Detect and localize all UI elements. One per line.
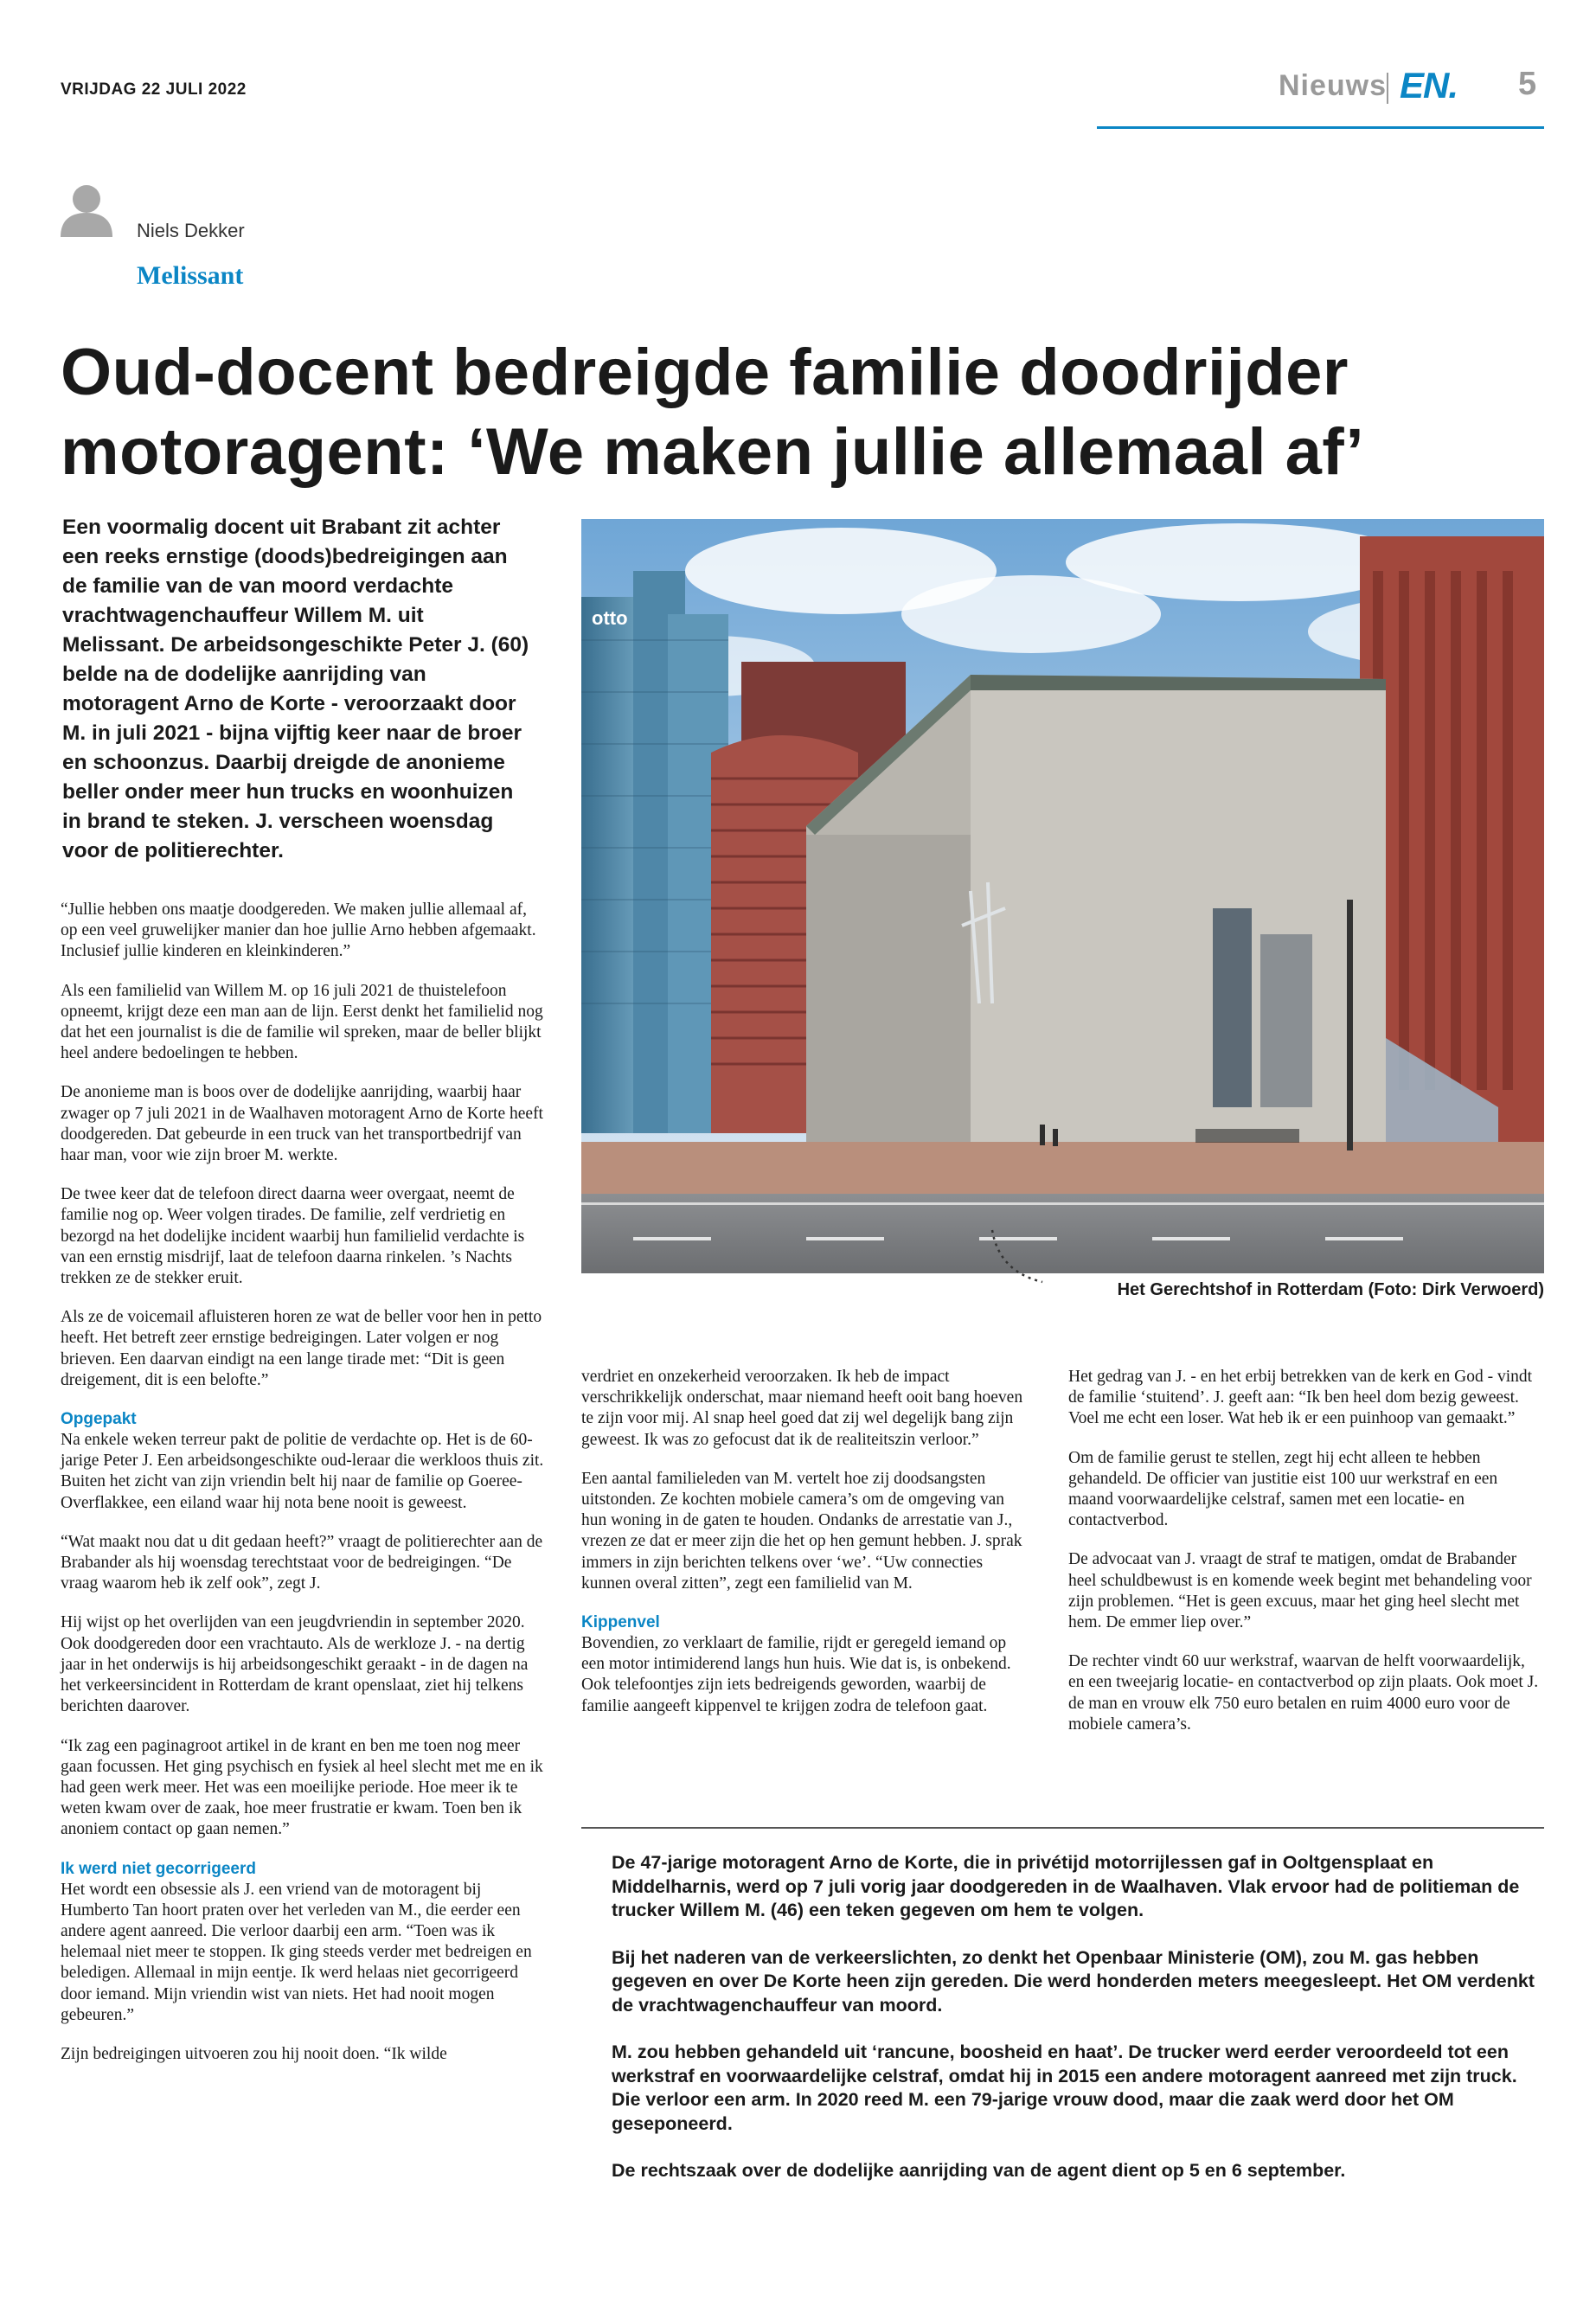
article-photo [581, 519, 1544, 1273]
page-number: 5 [1518, 66, 1537, 102]
article-column-3 [1068, 1367, 1544, 1753]
paragraph: De anonieme man is boos over de dodelijke aanrijding, waarbij haar zwager op 7 juli 2021 in de Waalhaven motoragent Arno de Korte heeft doodgereden. Dat gebeurde in een truck van het transportbedrijf van haar man, voor wie zijn broer M. werkte. [61, 1083, 543, 1165]
subheading: Kippenvel [581, 1613, 660, 1632]
paragraph: Het wordt een obsessie als J. een vriend van de motoragent bij Humberto Tan hoort praten over het verleden van M., die eerder een andere agent aanreed. Die verloor daarbij een arm. “Toen was ik helemaal niet meer te stoppen. Ik ging steeds verder met bedreigen en beledigen. Allemaal in mijn eentje. Ik werd helaas niet gecorrigeerd door iemand. Mijn vriendin wist van niets. Het had nooit mogen gebeuren.” [61, 1880, 532, 2024]
article-column-2 [581, 1367, 1031, 1735]
paragraph: Om de familie gerust te stellen, zegt hij echt alleen te hebben gehandeld. De officier van justitie eist 100 uur werkstraf en een maand voorwaardelijke celstraf, samen met een locatie- en contactverbod. [1068, 1448, 1498, 1530]
box-paragraph: De 47-jarige motoragent Arno de Korte, die in privétijd motorrijlessen gaf in Ooltgensplaat en Middelharnis, werd op 7 juli vorig jaar doodgereden in de Waalhaven. Vlak ervoor had de politieman de trucker Willem M. (46) een teken gegeven om hem te volgen. [612, 1852, 1520, 1920]
paragraph: “Jullie hebben ons maatje doodgereden. We maken jullie allemaal af, op een veel gruwelijker manier dan hoe jullie Arno hebben afgemaakt. Inclusief jullie kinderen en kleinkinderen.” [61, 901, 536, 961]
box-paragraph: M. zou hebben gehandeld uit ‘rancune, boosheid en haat’. De trucker werd eerder veroordeeld tot een werkstraf en voorwaardelijke celstraf, omdat hij in 2015 een andere motoragent aanreed met zijn truck. Die verloor een arm. In 2020 reed M. een 79-jarige vrouw dood, maar die zaak werd door het OM geseponeerd. [612, 2041, 1517, 2134]
header-separator [1387, 73, 1388, 104]
paragraph: “Ik zag een paginagroot artikel in de krant en ben me toen nog meer gaan focussen. Het ging psychisch en fysiek al heel slecht met me en ik had geen werk meer. Het was een moeilijke periode. Hoe meer ik te weten kwam over de zaak, hoe meer frustratie er kwam. Toen ben ik anoniem contact op gaan nemen.” [61, 1736, 543, 1839]
paragraph: Het gedrag van J. - en het erbij betrekken van de kerk en God - vindt de familie ‘stuitend’. J. geeft aan: “Ik ben heel dom bezig geweest. Voel me echt een loser. Wat heb ik er een puinhoop van gemaakt.” [1068, 1368, 1533, 1428]
box-paragraph: Bij het naderen van de verkeerslichten, zo denkt het Openbaar Ministerie (OM), zou M. gas hebben gegeven en over De Korte heen zijn gereden. Die werd honderden meters meegesleept. Het OM verdenkt de vrachtwagenchauffeur van moord. [612, 1946, 1535, 2016]
paragraph: verdriet en onzekerheid veroorzaken. Ik heb de impact verschrikkelijk onderschat, maar niemand heeft ooit bang hoeven te zijn voor mij. Al snap heel goed dat zij wel degelijk bang zijn geweest. Ik was zo gefocust dat ik de realiteitszin verloor.” [581, 1368, 1023, 1449]
paragraph: Na enkele weken terreur pakt de politie de verdachte op. Het is de 60-jarige Peter J. Een arbeidsongeschikte oud-leraar die werkloos thuis zit. Buiten het zicht van zijn vriendin belt hij naar de familie op Goeree-Overflakkee, een eiland waar hij nota bene nooit is geweest. [61, 1431, 544, 1512]
section-label: Nieuws [1279, 69, 1388, 102]
paragraph: Hij wijst op het overlijden van een jeugdvriendin in september 2020. Ook doodgereden door een vrachtauto. Als de werkloze J. - na dertig jaar in het onderwijs is hij arbeidsongeschikt geraakt - in de dagen na het verkeersincident in Rotterdam de krant openslaat, ziet hij telkens berichten daarover. [61, 1613, 529, 1716]
subheading: Opgepakt [61, 1410, 137, 1429]
location-kicker: Melissant [137, 261, 244, 290]
box-top-rule [581, 1827, 1544, 1829]
box-paragraph: De rechtszaak over de dodelijke aanrijding van de agent dient op 5 en 6 september. [612, 2160, 1346, 2181]
background-box [612, 1851, 1537, 2207]
newspaper-logo: EN. [1400, 65, 1458, 106]
caption-pointer-icon [990, 1228, 1051, 1289]
author-avatar-icon [61, 183, 112, 237]
paragraph: Bovendien, zo verklaart de familie, rijdt er geregeld iemand op een motor intimiderend langs hun huis. Wie dat is, is onbekend. Ook telefoontjes zijn iets bedreigends geworden, waarbij de familie aangeeft kippenvel te krijgen zodra de telefoon gaat. [581, 1634, 1011, 1715]
paragraph: De advocaat van J. vraagt de straf te matigen, omdat de Brabander heel schuldbewust is en komende week begint met behandeling voor zijn problemen. “Het is geen excuus, maar het ging heel slecht met hem. De emmer liep over.” [1068, 1550, 1532, 1632]
paragraph: De twee keer dat de telefoon direct daarna weer overgaat, neemt de familie nog op. Weer volgen tirades. De familie, zelf verdrietig en bezorgd na het dodelijke incident waarbij hun familielid verdachte is van een ernstig misdrijf, laat de telefoon daarna rinkelen. ’s Nachts trekken ze de stekker eruit. [61, 1185, 525, 1288]
paragraph: Een aantal familieleden van M. vertelt hoe zij doodsangsten uitstonden. Ze kochten mobiele camera’s om de omgeving van hun woning in de gaten te houden. Ondanks de arrestatie van J., vrezen ze dat er meer zijn die het op hen gemunt hebben. J. sprak immers in zijn berichten telkens over ‘we’. “Uw connecties kunnen overal zitten”, zegt een familielid van M. [581, 1469, 1022, 1593]
photo-caption: Het Gerechtshof in Rotterdam (Foto: Dirk Verwoerd) [1117, 1280, 1544, 1299]
paragraph: Als een familielid van Willem M. op 16 juli 2021 de thuistelefoon opneemt, krijgt deze een man aan de lijn. Eerst denkt het familielid nog dat het een journalist is die de familie wil spreken, maar de beller blijkt heel andere bedoelingen te hebben. [61, 981, 543, 1063]
paragraph: Als ze de voicemail afluisteren horen ze wat de beller voor hen in petto heeft. Het betreft zeer ernstige bedreigingen. Later volgen er nog brieven. Een daarvan eindigt na een lange tirade met: “Dit is geen dreigement, dit is een belofte.” [61, 1308, 542, 1389]
paragraph: “Wat maakt nou dat u dit gedaan heeft?” vraagt de politierechter aan de Brabander als hij woensdag terechtstaat voor de bedreigingen. “De vraag waarom heb ik zelf ook”, zegt J. [61, 1532, 543, 1593]
courthouse-photo-illustration [581, 519, 1544, 1273]
issue-date: VRIJDAG 22 JULI 2022 [61, 80, 247, 99]
subheading: Ik werd niet gecorrigeerd [61, 1859, 256, 1878]
paragraph: Zijn bedreigingen uitvoeren zou hij nooit doen. “Ik wilde [61, 2044, 447, 2063]
article-column-1 [61, 900, 545, 2083]
headline-line-2: motoragent: ‘We maken jullie allemaal af’ [61, 415, 1365, 489]
header-rule [1097, 126, 1544, 129]
headline-line-1: Oud-docent bedreigde familie doodrijder [61, 336, 1349, 409]
headline [61, 333, 1548, 492]
author-name: Niels Dekker [137, 220, 245, 241]
article-intro: Een voormalig docent uit Brabant zit achter een reeks ernstige (doods)bedreigingen aan de familie van de van moord verdachte vrachtwagenchauffeur Willem M. uit Melissant. De arbeidsongeschikte Peter J. (60) belde na de dodelijke aanrijding van motoragent Arno de Korte - veroorzaakt door M. in juli 2021 - bijna vijftig keer naar de broer en schoonzus. Daarbij dreigde de anonieme beller onder meer hun trucks en woonhuizen in brand te steken. J. verscheen woensdag voor de politierechter. [62, 516, 529, 862]
building-sign: otto [592, 607, 628, 629]
paragraph: De rechter vindt 60 uur werkstraf, waarvan de helft voorwaardelijk, en een tweejarig locatie- en contactverbod op zijn plaats. Ook moet J. de man en vrouw elk 750 euro betalen en ruim 4000 euro voor de mobiele camera’s. [1068, 1652, 1539, 1734]
